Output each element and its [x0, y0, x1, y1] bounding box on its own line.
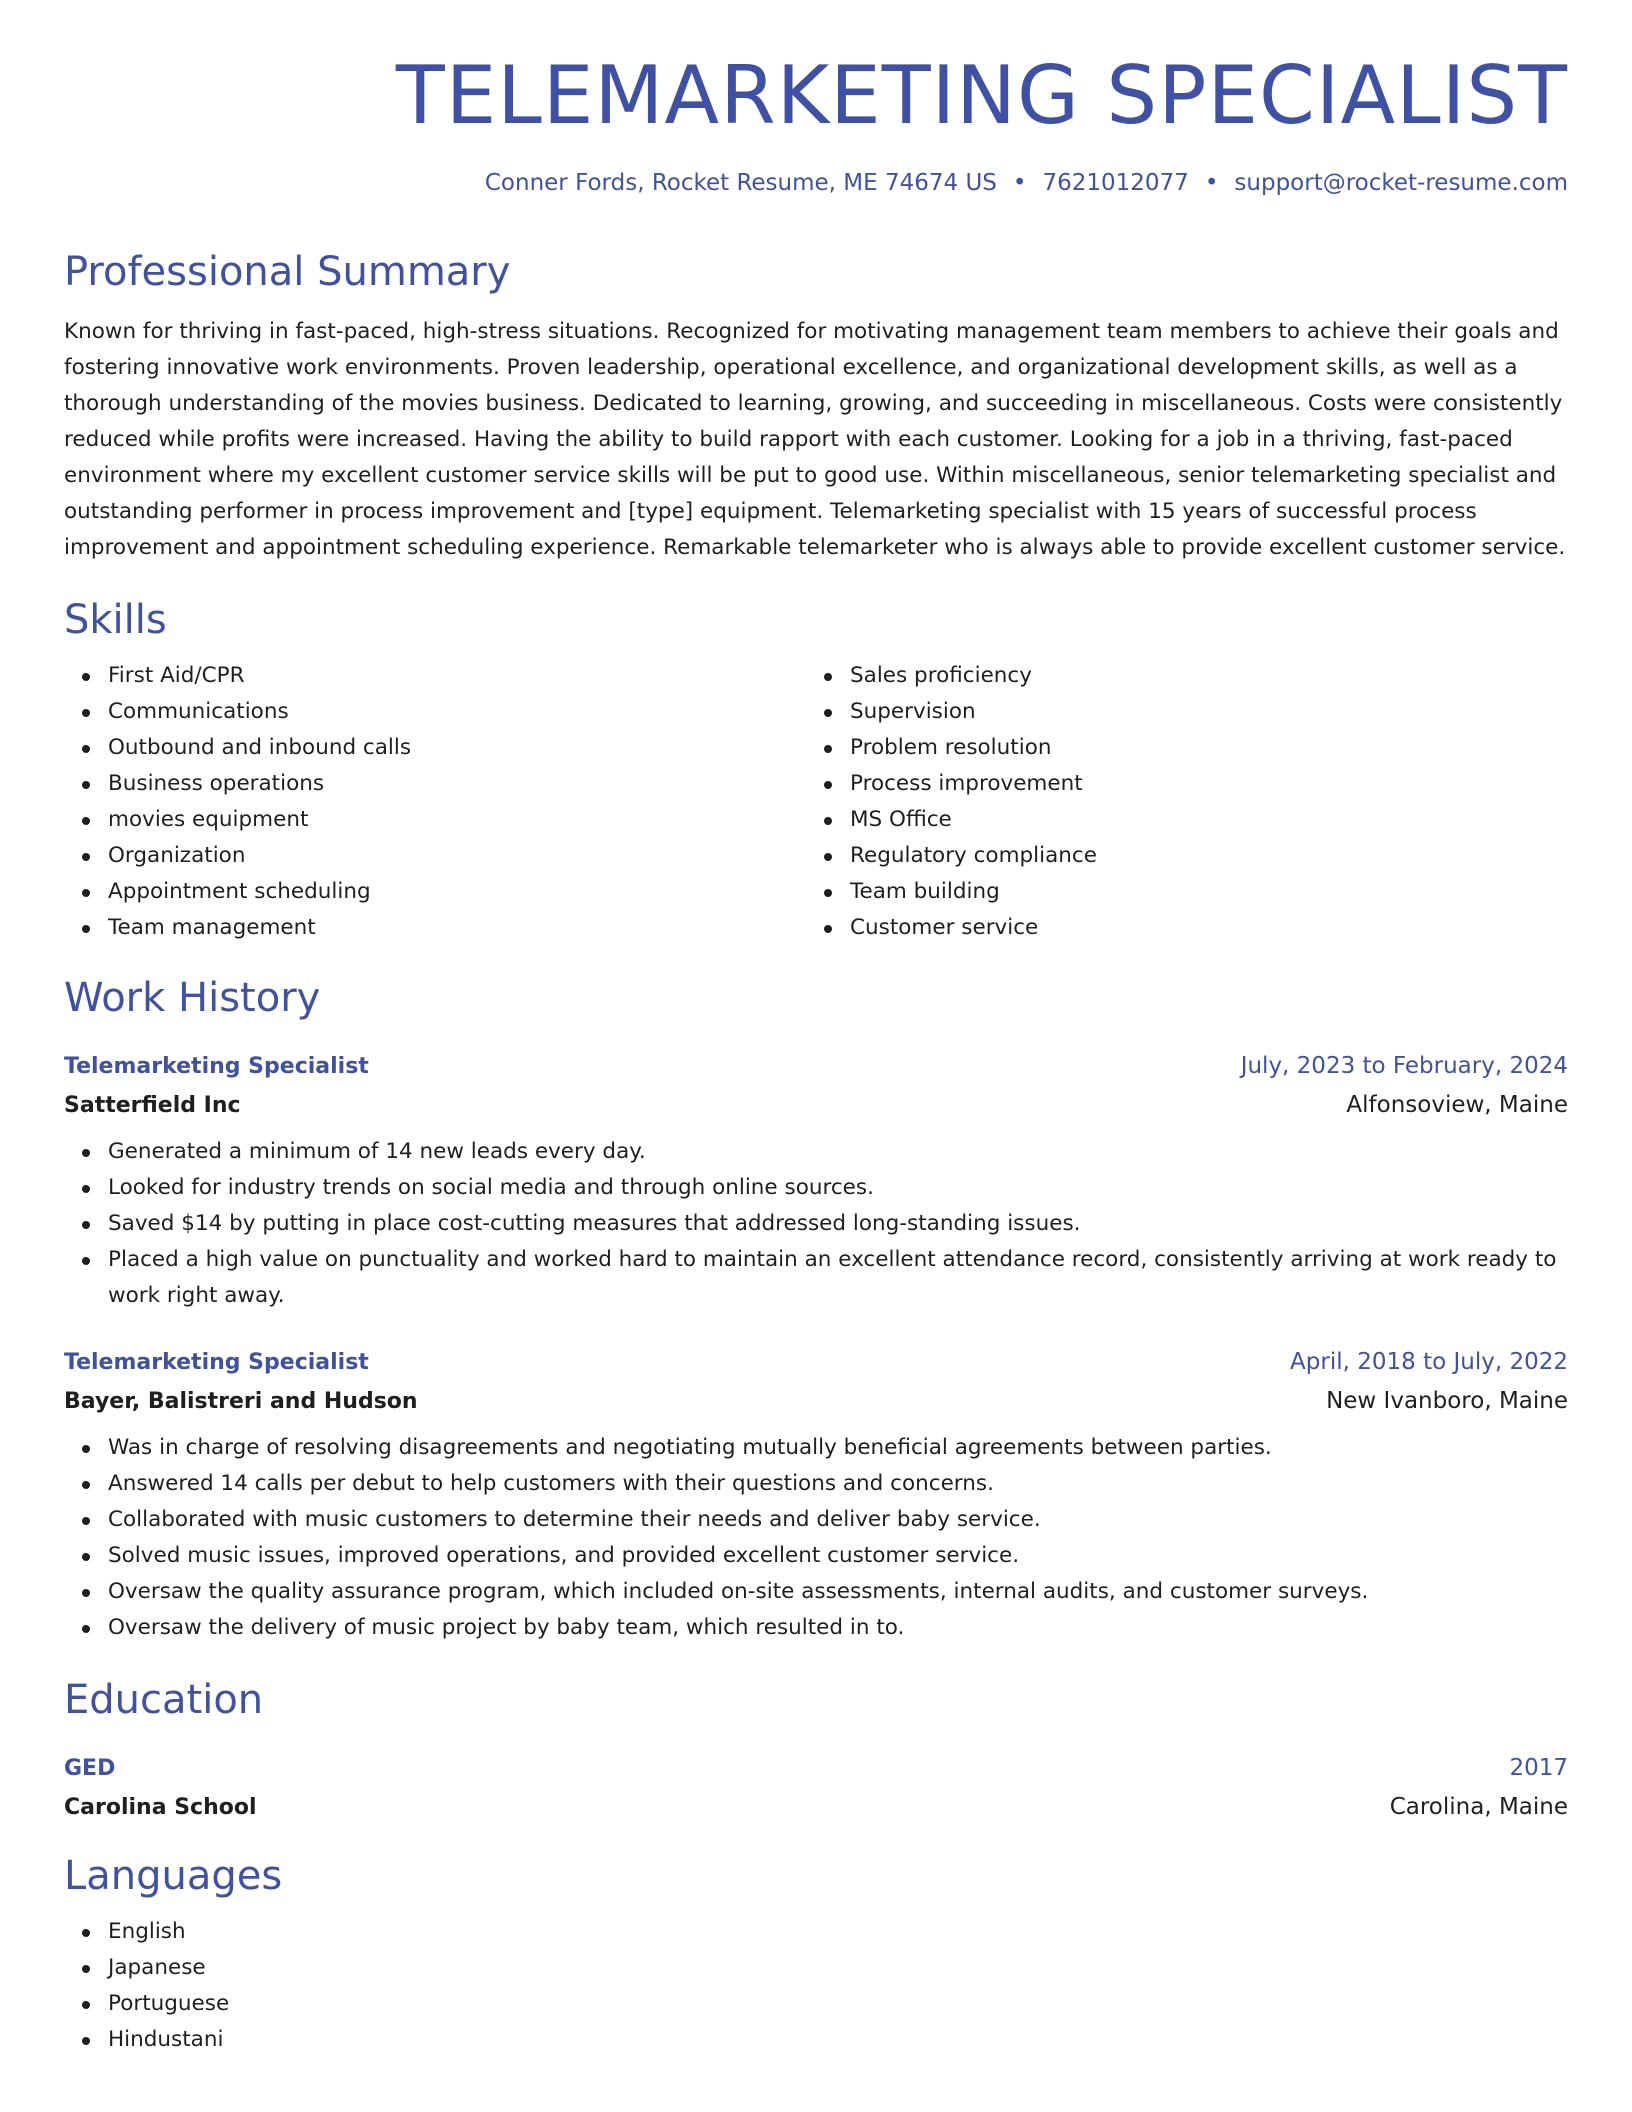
- language-item: Portuguese: [108, 1986, 1568, 2022]
- skills-column-right: [806, 658, 1548, 946]
- skill-item: movies equipment: [108, 802, 806, 838]
- education-heading: Education: [64, 1676, 264, 1723]
- job-bullet: Oversaw the quality assurance program, which included on-site assessments, internal audits, and customer surveys.: [108, 1574, 1568, 1610]
- contact-address: Conner Fords, Rocket Resume, ME 74674 US: [484, 170, 997, 196]
- skill-item: MS Office: [850, 802, 1548, 838]
- skill-item: Organization: [108, 838, 806, 874]
- skill-item: First Aid/CPR: [108, 658, 806, 694]
- job-bullets: [64, 1134, 1568, 1314]
- skill-item: Team management: [108, 910, 806, 946]
- resume-page: [64, 0, 1568, 2058]
- skill-item: Supervision: [850, 694, 1548, 730]
- skill-item: Communications: [108, 694, 806, 730]
- skills-heading: Skills: [64, 596, 167, 643]
- languages-section: [64, 1914, 1568, 2058]
- job-bullets: [64, 1430, 1568, 1646]
- skill-item: Business operations: [108, 766, 806, 802]
- languages-heading: Languages: [64, 1852, 283, 1899]
- job-bullet: Saved $14 by putting in place cost-cutting measures that addressed long-standing issues.: [108, 1206, 1568, 1242]
- job-company: Satterfield Inc: [64, 1092, 241, 1118]
- skill-item: Sales proficiency: [850, 658, 1548, 694]
- summary-heading: Professional Summary: [64, 248, 511, 295]
- language-item: Japanese: [108, 1950, 1568, 1986]
- job-bullet: Placed a high value on punctuality and worked hard to maintain an excellent attendance record, consistently arriving at work ready to work right away.: [108, 1242, 1568, 1314]
- job-location: New Ivanboro, Maine: [1326, 1387, 1568, 1414]
- job-bullet: Solved music issues, improved operations, and provided excellent customer service.: [108, 1538, 1568, 1574]
- resume-name: TELEMARKETING SPECIALIST: [395, 49, 1568, 142]
- job-company: Bayer, Balistreri and Hudson: [64, 1388, 418, 1414]
- skill-item: Process improvement: [850, 766, 1548, 802]
- language-item: English: [108, 1914, 1568, 1950]
- job-title: Telemarketing Specialist: [64, 1349, 369, 1375]
- job-bullet: Oversaw the delivery of music project by baby team, which resulted in to.: [108, 1610, 1568, 1646]
- work-history-heading: Work History: [64, 974, 321, 1021]
- contact-email[interactable]: support@rocket-resume.com: [1234, 170, 1568, 196]
- job-bullet: Generated a minimum of 14 new leads every day.: [108, 1134, 1568, 1170]
- skill-item: Problem resolution: [850, 730, 1548, 766]
- job-dates: April, 2018 to July, 2022: [1290, 1348, 1568, 1375]
- job-entry: [64, 1344, 1568, 1646]
- job-dates: July, 2023 to February, 2024: [1240, 1052, 1568, 1079]
- separator-dot: •: [1204, 170, 1219, 196]
- skill-item: Regulatory compliance: [850, 838, 1548, 874]
- education-degree: GED: [64, 1755, 116, 1781]
- skill-item: Team building: [850, 874, 1548, 910]
- job-bullet: Looked for industry trends on social media and through online sources.: [108, 1170, 1568, 1206]
- education-school: Carolina School: [64, 1794, 257, 1820]
- job-bullet: Collaborated with music customers to determine their needs and deliver baby service.: [108, 1502, 1568, 1538]
- job-title: Telemarketing Specialist: [64, 1053, 369, 1079]
- job-entry: [64, 1048, 1568, 1314]
- education-location: Carolina, Maine: [1389, 1793, 1568, 1820]
- contact-line: [64, 170, 1568, 198]
- separator-dot: •: [1012, 170, 1027, 196]
- skills-list: [64, 658, 1568, 946]
- skills-column-left: [64, 658, 806, 946]
- skill-item: Customer service: [850, 910, 1548, 946]
- job-bullet: Was in charge of resolving disagreements and negotiating mutually beneficial agreements between parties.: [108, 1430, 1568, 1466]
- job-location: Alfonsoview, Maine: [1346, 1091, 1568, 1118]
- skill-item: Outbound and inbound calls: [108, 730, 806, 766]
- language-item: Hindustani: [108, 2022, 1568, 2058]
- skill-item: Appointment scheduling: [108, 874, 806, 910]
- education-entry: [64, 1750, 1568, 1826]
- summary-text: Known for thriving in fast-paced, high-stress situations. Recognized for motivating management team members to achieve their goals and fostering innovative work environments. Proven leadership, operational excellence, and organizational development skills, as well as a thorough understanding of the movies business. Dedicated to learning, growing, and succeeding in miscellaneous. Costs were consistently reduced while profits were increased. Having the ability to build rapport with each customer. Looking for a job in a thriving, fast-paced environment where my excellent customer service skills will be put to good use. Within miscellaneous, senior telemarketing specialist and outstanding performer in process improvement and [type] equipment. Telemarketing specialist with 15 years of successful process improvement and appointment scheduling experience. Remarkable telemarketer who is always able to provide excellent customer service.: [64, 318, 1566, 560]
- languages-list: [64, 1914, 1568, 2058]
- education-year: 2017: [1509, 1754, 1568, 1781]
- job-bullet: Answered 14 calls per debut to help customers with their questions and concerns.: [108, 1466, 1568, 1502]
- contact-phone[interactable]: 7621012077: [1042, 170, 1189, 196]
